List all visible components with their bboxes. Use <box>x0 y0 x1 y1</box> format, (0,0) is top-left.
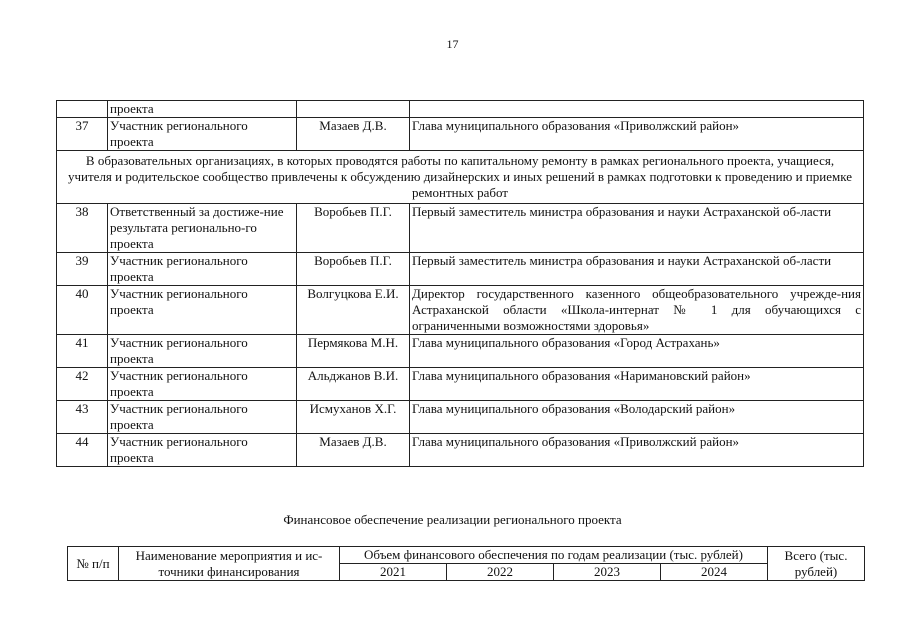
cell-name: Воробьев П.Г. <box>297 253 410 286</box>
table-row <box>57 286 864 335</box>
cell-num <box>57 101 108 118</box>
cell-name: Альджанов В.И. <box>297 368 410 401</box>
financing-title: Финансовое обеспечение реализации регионального проекта <box>283 512 622 527</box>
cell-position: Глава муниципального образования «Приволжский район» <box>410 434 864 467</box>
cell-num: 37 <box>57 118 108 151</box>
cell-num: 41 <box>57 335 108 368</box>
header-volume: Объем финансового обеспечения по годам реализации (тыс. рублей) <box>340 547 768 564</box>
header-total: Всего (тыс. рублей) <box>768 547 865 581</box>
cell-num: 38 <box>57 204 108 253</box>
cell-name: Волгуцкова Е.И. <box>297 286 410 335</box>
cell-role: Участник регионального проекта <box>108 368 297 401</box>
header-event-name: Наименование мероприятия и ис-точники финансирования <box>119 547 340 581</box>
table-row <box>57 204 864 253</box>
cell-num: 40 <box>57 286 108 335</box>
cell-name: Воробьев П.Г. <box>297 204 410 253</box>
cell-position: Глава муниципального образования «Город Астрахань» <box>410 335 864 368</box>
year-2022: 2022 <box>446 564 553 581</box>
table-row <box>57 401 864 434</box>
cell-name: Исмуханов Х.Г. <box>297 401 410 434</box>
cell-position: Глава муниципального образования «Наримановский район» <box>410 368 864 401</box>
cell-role: Участник регионального проекта <box>108 253 297 286</box>
table-row <box>57 101 864 118</box>
cell-position: Директор государственного казенного общеобразовательного учрежде-ния Астраханской области «Школа-интернат № 1 для обучающихся с ограниченными возможностями здоровья» <box>410 286 864 335</box>
cell-position: Первый заместитель министра образования и науки Астраханской об-ласти <box>410 204 864 253</box>
year-2023: 2023 <box>553 564 660 581</box>
cell-name <box>297 101 410 118</box>
financing-table <box>67 546 865 581</box>
cell-role: Участник регионального проекта <box>108 335 297 368</box>
header-num: № п/п <box>68 547 119 581</box>
cell-name: Пермякова М.Н. <box>297 335 410 368</box>
cell-name: Мазаев Д.В. <box>297 434 410 467</box>
cell-num: 39 <box>57 253 108 286</box>
cell-position: Глава муниципального образования «Приволжский район» <box>410 118 864 151</box>
cell-role: Участник регионального проекта <box>108 401 297 434</box>
table-row <box>57 434 864 467</box>
section-heading-row <box>57 151 864 204</box>
cell-role: Участник регионального проекта <box>108 434 297 467</box>
cell-num: 42 <box>57 368 108 401</box>
cell-role: Участник регионального проекта <box>108 118 297 151</box>
cell-role: Участник регионального проекта <box>108 286 297 335</box>
year-2021: 2021 <box>340 564 447 581</box>
cell-num: 43 <box>57 401 108 434</box>
page-number: 17 <box>446 37 459 51</box>
cell-num: 44 <box>57 434 108 467</box>
cell-position: Первый заместитель министра образования и науки Астраханской об-ласти <box>410 253 864 286</box>
cell-role: Ответственный за достиже-ние результата регионально-го проекта <box>108 204 297 253</box>
cell-position <box>410 101 864 118</box>
table-row <box>57 253 864 286</box>
table-row <box>57 368 864 401</box>
responsible-persons-table <box>56 100 864 467</box>
financing-header-row <box>68 547 865 564</box>
year-2024: 2024 <box>660 564 767 581</box>
cell-name: Мазаев Д.В. <box>297 118 410 151</box>
cell-role: проекта <box>108 101 297 118</box>
cell-position: Глава муниципального образования «Володарский район» <box>410 401 864 434</box>
section-heading: В образовательных организациях, в которых проводятся работы по капитальному ремонту в рамках регионального проекта, учащиеся, учителя и родительское сообщество привлечены к обсуждению дизайнерских и иных решений в рамках подготовки к проведению и приемке ремонтных работ <box>57 151 864 204</box>
table-row <box>57 335 864 368</box>
table-row <box>57 118 864 151</box>
